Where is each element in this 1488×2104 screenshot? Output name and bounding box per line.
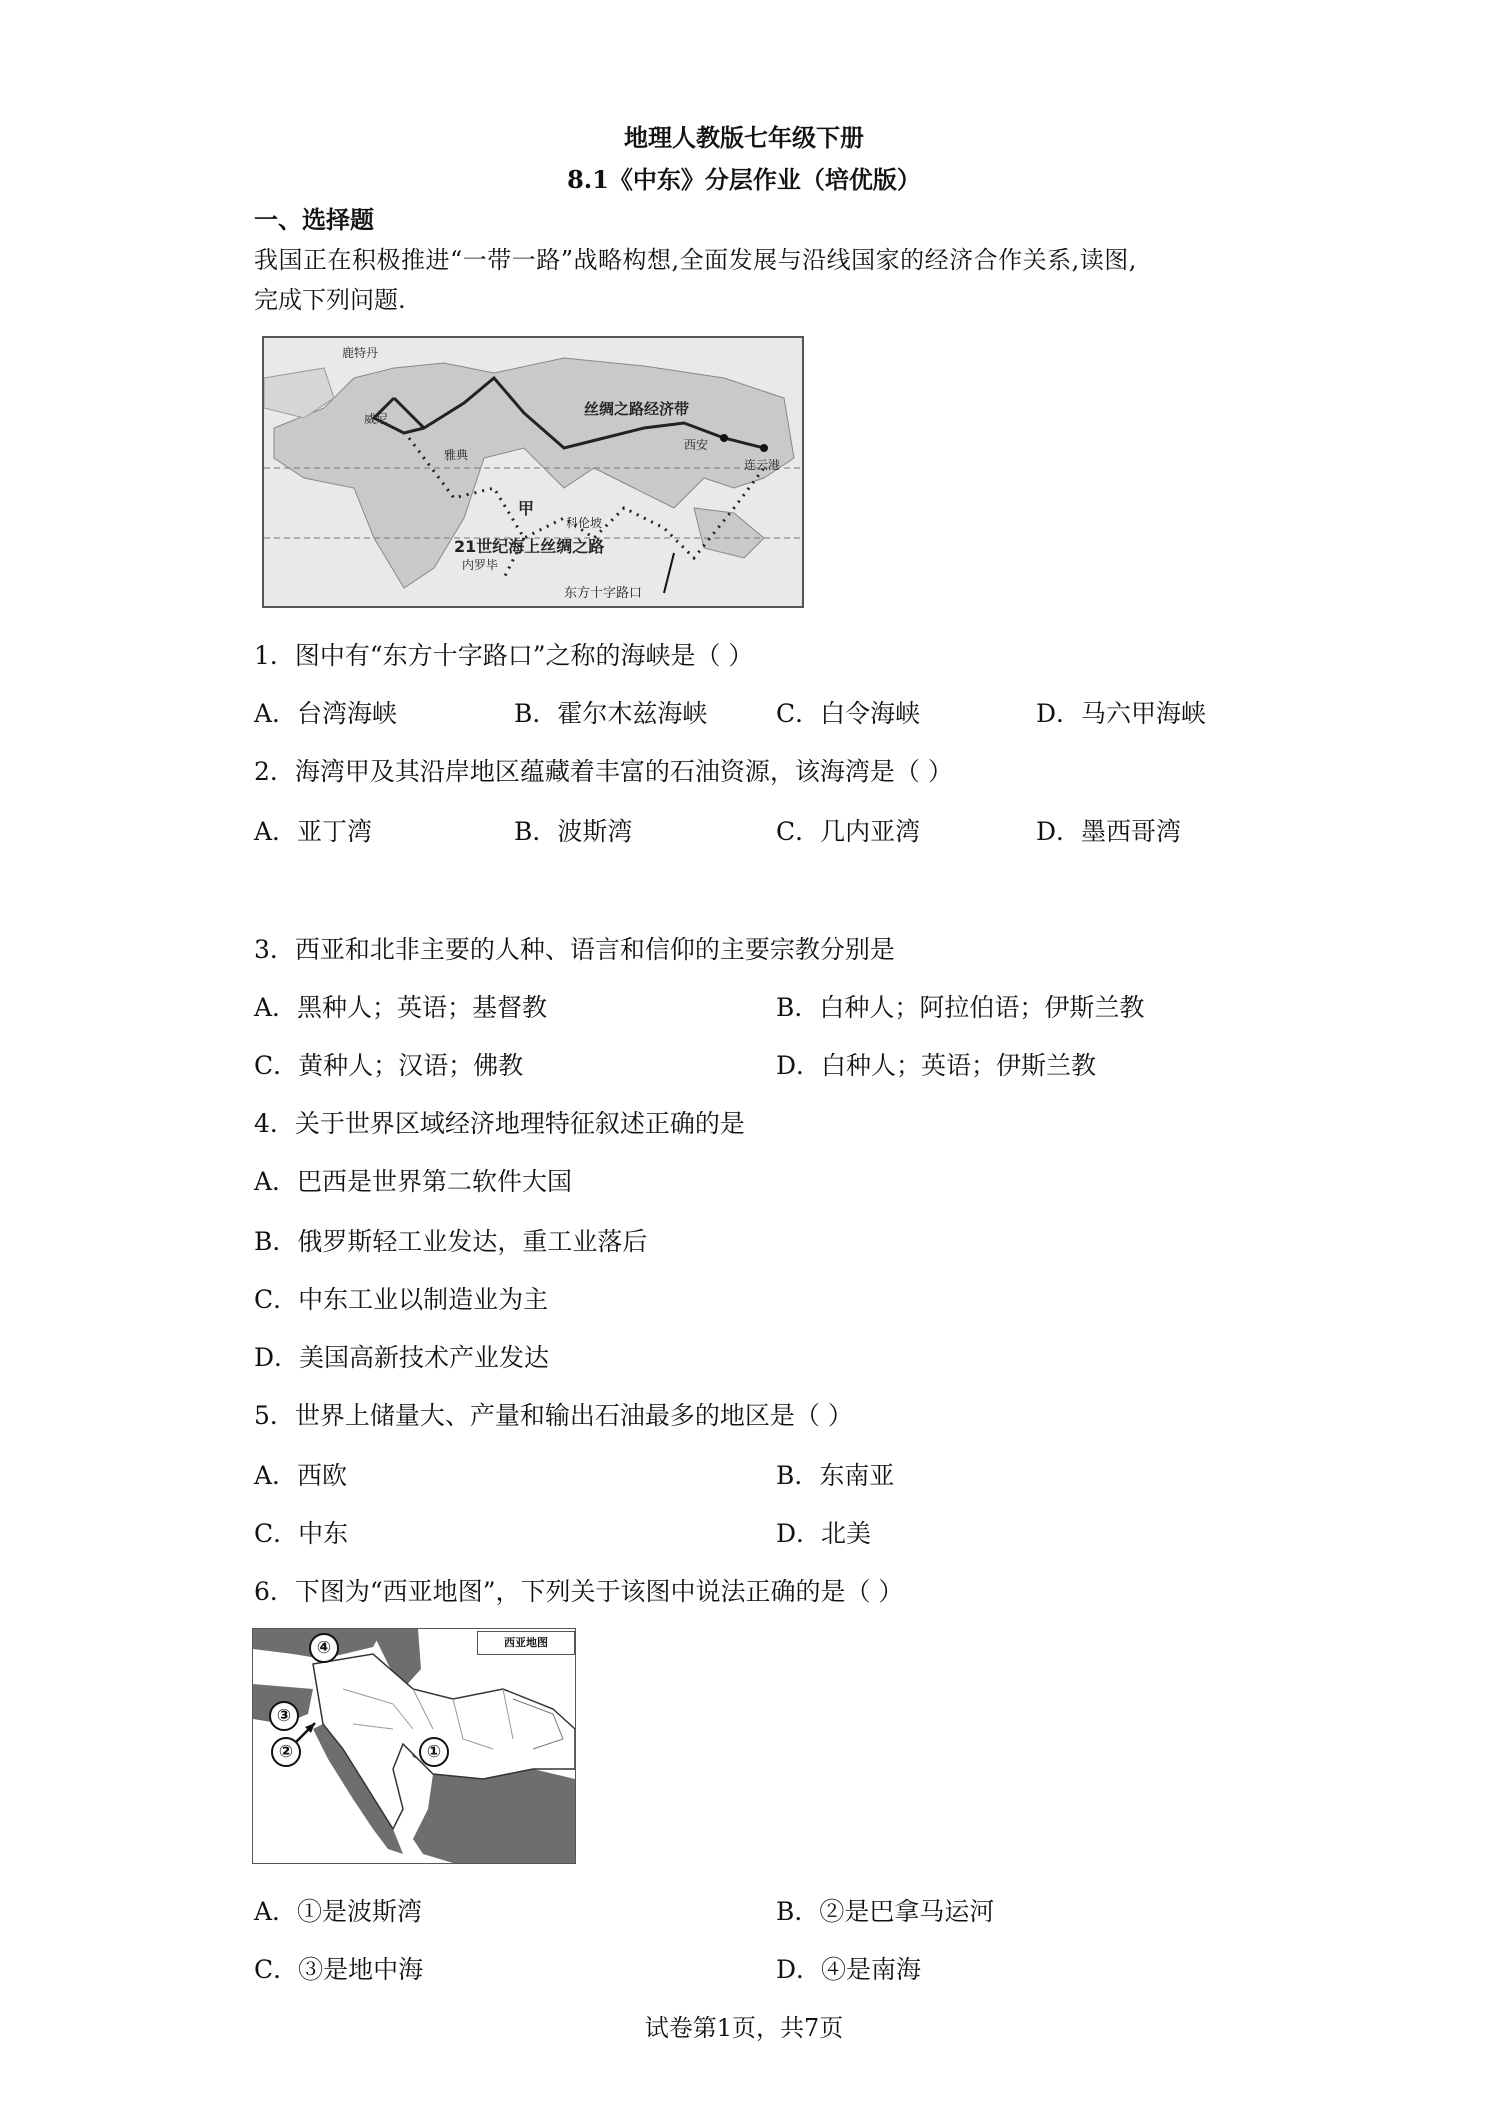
map2-marker-1: ① (419, 1737, 449, 1767)
q2-option-a[interactable]: A．亚丁湾 (254, 817, 373, 846)
map1-label-economic-belt: 丝绸之路经济带 (584, 400, 690, 418)
intro-text-line1: 我国正在积极推进“一带一路”战略构想,全面发展与沿线国家的经济合作关系,读图, (254, 246, 1137, 274)
west-asia-map (252, 1628, 576, 1864)
question-6 (254, 1572, 903, 1608)
question-text: 关于世界区域经济地理特征叙述正确的是 (294, 1109, 745, 1138)
question-number: 4． (254, 1109, 295, 1138)
map1-label-city5: 雅典 (444, 448, 469, 462)
question-text: 西亚和北非主要的人种、语言和信仰的主要宗教分别是 (294, 935, 895, 964)
q2-option-c[interactable]: C．几内亚湾 (776, 817, 921, 846)
q5-option-c[interactable]: C．中东 (254, 1519, 349, 1548)
map2-title: 西亚地图 (477, 1631, 575, 1655)
question-text: 下图为“西亚地图”，下列关于该图中说法正确的是（ ） (294, 1577, 904, 1606)
question-3 (254, 930, 895, 966)
map2-marker-2: ② (271, 1737, 301, 1767)
map1-label-crossroads: 东方十字路口 (564, 586, 643, 601)
question-2 (254, 752, 953, 788)
map1-label-maritime-road: 21世纪海上丝绸之路 (454, 537, 605, 556)
map1-label-city2: 威尼 (364, 412, 389, 426)
question-text: 图中有“东方十字路口”之称的海峡是（ ） (294, 641, 754, 670)
question-number: 5． (254, 1401, 295, 1430)
belt-road-map-graphic (264, 338, 802, 606)
map1-label-city6: 科伦坡 (566, 516, 603, 530)
q3-option-b[interactable]: B．白种人；阿拉伯语；伊斯兰教 (776, 993, 1145, 1022)
belt-road-map (262, 336, 804, 608)
map1-label-city1: 鹿特丹 (342, 346, 379, 360)
q5-option-a[interactable]: A．西欧 (254, 1461, 348, 1490)
document-subtitle: 8.1《中东》分层作业（培优版） (567, 165, 921, 194)
question-text: 海湾甲及其沿岸地区蕴藏着丰富的石油资源，该海湾是（ ） (294, 757, 953, 786)
q3-option-c[interactable]: C．黄种人；汉语；佛教 (254, 1051, 524, 1080)
intro-text-line2: 完成下列问题. (254, 286, 406, 314)
q2-option-d[interactable]: D．墨西哥湾 (1036, 817, 1182, 846)
map2-marker-4: ④ (309, 1633, 339, 1663)
q1-option-d[interactable]: D．马六甲海峡 (1036, 699, 1207, 728)
q4-option-d[interactable]: D．美国高新技术产业发达 (254, 1343, 550, 1372)
question-text: 世界上储量大、产量和输出石油最多的地区是（ ） (294, 1401, 853, 1430)
question-1 (254, 636, 753, 672)
q4-option-c[interactable]: C．中东工业以制造业为主 (254, 1285, 549, 1314)
q3-option-d[interactable]: D．白种人；英语；伊斯兰教 (776, 1051, 1097, 1080)
question-number: 1． (254, 641, 295, 670)
q3-option-a[interactable]: A．黑种人；英语；基督教 (254, 993, 548, 1022)
question-number: 3． (254, 935, 295, 964)
document-title: 地理人教版七年级下册 (624, 123, 864, 152)
q6-option-a[interactable]: A．①是波斯湾 (254, 1897, 423, 1926)
question-number: 2． (254, 757, 295, 786)
q5-option-b[interactable]: B．东南亚 (776, 1461, 895, 1490)
q1-option-b[interactable]: B．霍尔木兹海峡 (514, 699, 708, 728)
west-asia-map-graphic (253, 1629, 575, 1863)
question-number: 6． (254, 1577, 295, 1606)
q6-option-b[interactable]: B．②是巴拿马运河 (776, 1897, 995, 1926)
map1-label-city4: 连云港 (744, 458, 781, 472)
section-title: 一、选择题 (254, 205, 374, 234)
q4-option-b[interactable]: B．俄罗斯轻工业发达，重工业落后 (254, 1227, 648, 1256)
q6-option-c[interactable]: C．③是地中海 (254, 1955, 424, 1984)
map1-label-gulf-jia: 甲 (518, 499, 535, 518)
page-footer: 试卷第1页，共7页 (644, 2014, 844, 2042)
q5-option-d[interactable]: D．北美 (776, 1519, 872, 1548)
q1-option-a[interactable]: A．台湾海峡 (254, 699, 398, 728)
map1-label-city3: 西安 (684, 438, 709, 452)
question-4 (254, 1104, 745, 1140)
q4-option-a[interactable]: A．巴西是世界第二软件大国 (254, 1167, 573, 1196)
map1-label-city7: 内罗毕 (462, 558, 499, 572)
question-5 (254, 1396, 853, 1432)
q1-option-c[interactable]: C．白令海峡 (776, 699, 921, 728)
q6-option-d[interactable]: D．④是南海 (776, 1955, 922, 1984)
q2-option-b[interactable]: B．波斯湾 (514, 817, 633, 846)
map2-marker-3: ③ (269, 1701, 299, 1731)
